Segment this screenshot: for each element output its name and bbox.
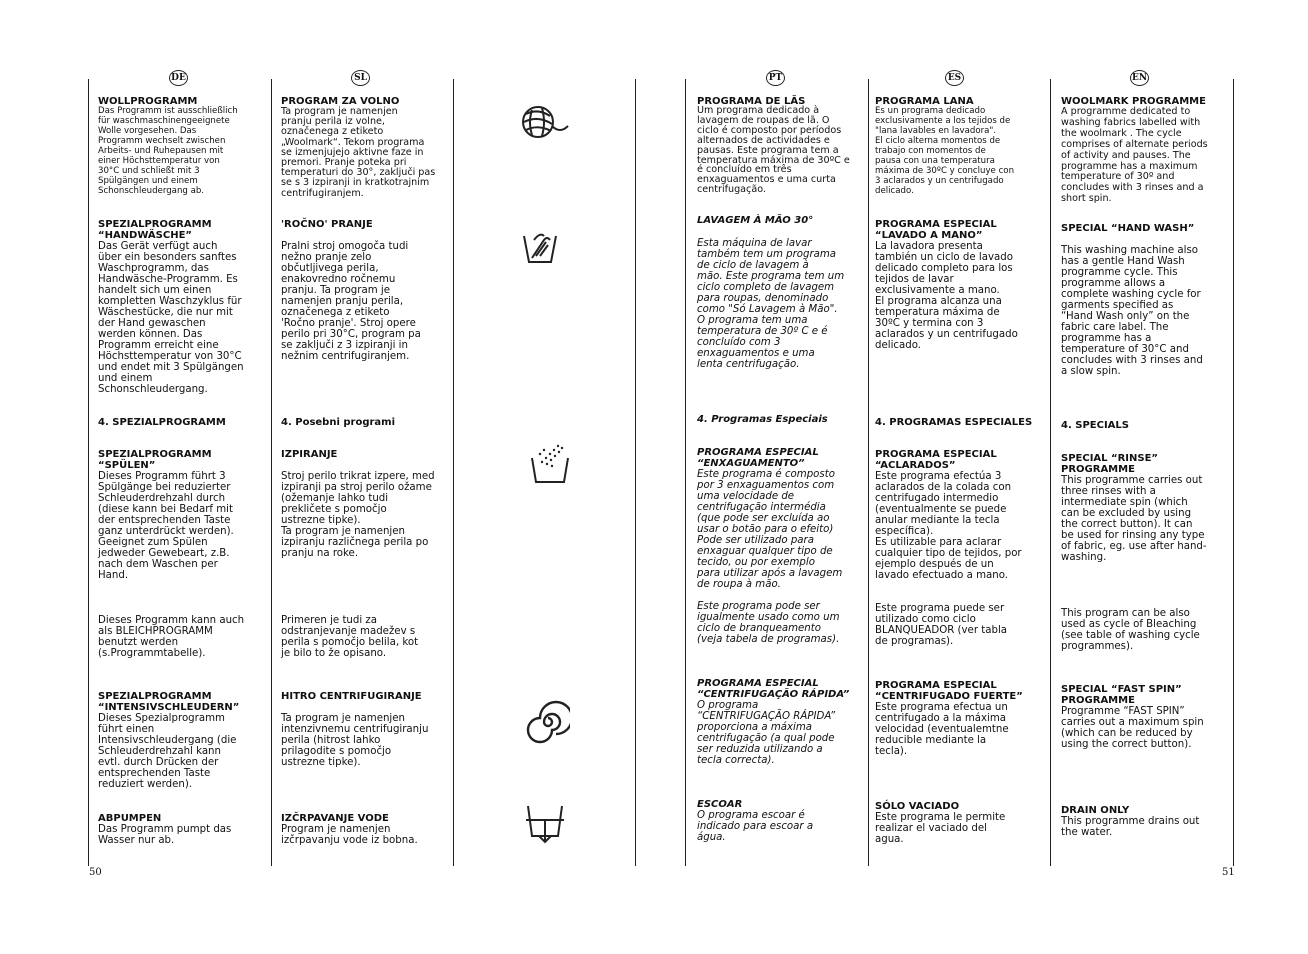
section-body: Um programa dedicado à lavagem de roupas de lã. O ciclo é composto por períodos alternados de actividades e pausas. Este programa tem a temperatura máxima de 30ºC e é concluído em três enxaguamentos e uma curta centrifugação. <box>697 105 850 196</box>
section-title: WOLLPROGRAMM <box>98 96 198 107</box>
section-body: Stroj perilo trikrat izpere, med izpiranji pa stroj perilo ožame (ožemanje lahko tudi prekličete s pomočjo ustrezne tipke). Ta program je namenjen izpiranju različnega perila po pranju na roke. <box>281 471 435 559</box>
section-title: SPECIAL “HAND WASH” <box>1061 223 1195 234</box>
section-title: 4. SPECIALS <box>1061 420 1129 431</box>
section-title: ESCOAR <box>697 799 743 810</box>
column-divider <box>685 79 686 866</box>
wool-icon <box>518 100 570 144</box>
hand-wash-icon <box>520 218 560 266</box>
section-title: PROGRAMA ESPECIAL “CENTRIFUGADO FUERTE” <box>875 680 1023 702</box>
section-title: PROGRAMA ESPECIAL “CENTRIFUGAÇÃO RÁPIDA” <box>697 678 850 700</box>
section-title: ABPUMPEN <box>98 813 162 824</box>
column-divider <box>271 79 272 866</box>
section-body: Das Programm pumpt das Wasser nur ab. <box>98 824 232 846</box>
section-body: Este programa é composto por 3 enxaguamentos com uma velocidade de centrifugação intermédia (que pode ser excluída ao usar o botão para o efeito) Pode ser utilizado para enxaguar qualquer tipo de tecido, ou por exemplo para utilizar após a lavagem de roupa à mão. <box>697 469 843 590</box>
section-body: Este programa puede ser utilizado como ciclo BLANQUEADOR (ver tabla de programas). <box>875 603 1008 647</box>
column-divider <box>88 79 89 866</box>
section-body: This programme drains out the water. <box>1061 816 1200 838</box>
section-title: 4. Programas Especiais <box>697 414 828 425</box>
section-body: Es un programa dedicado exclusivamente a los tejidos de "lana lavables en lavadora". El ciclo alterna momentos de trabajo con momentos de pausa con una temperatura máxima de 30ºC y concluye con 3 aclarados y un centrifugado delicado. <box>875 106 1015 196</box>
section-title: PROGRAMA ESPECIAL “ACLARADOS” <box>875 449 997 471</box>
section-title: LAVAGEM À MÃO 30° <box>697 215 814 226</box>
section-body: Este programa efectua un centrifugado a la máxima velocidad (eventualemtne reducible mediante la tecla). <box>875 702 1009 757</box>
section-body: Este programa pode ser igualmente usado como um ciclo de branqueamento (veja tabela de programas). <box>697 601 840 645</box>
lang-badge-sl: SL <box>351 70 370 86</box>
section-body: Das Programm ist ausschließlich für waschmaschinengeeignete Wolle vorgesehen. Das Programm wechselt zwischen Arbeits- und Ruhepausen mit einer Höchsttemperatur von 30°C und schließt mit 3 Spülgängen und einem Schonschleudergang ab. <box>98 106 238 196</box>
section-body: This programme carries out three rinses with a intermediate spin (which can be excluded by using the correct button). It can be used for rinsing any type of fabric, eg. use after hand- washing. <box>1061 475 1207 563</box>
rinse-icon <box>528 440 572 486</box>
section-body: A programme dedicated to washing fabrics labelled with the woolmark . The cycle comprises of alternate periods of activity and pauses. The programme has a maximum temperature of 30º and concludes with 3 rinses and a short spin. <box>1061 106 1208 205</box>
section-body: Pralni stroj omogoča tudi nežno pranje zelo občutljivega perila, enakovredno ročnemu pranju. Ta program je namenjen pranju perila, označenega z etiketo 'Ročno pranje'. Stroj opere perilo pri 30°C, program pa se zaključi z 3 izpiranji in nežnim centrifugiranjem. <box>281 241 421 362</box>
section-body: Programme “FAST SPIN” carries out a maximum spin (which can be reduced by using the correct button). <box>1061 706 1204 750</box>
section-body: This program can be also used as cycle of Bleaching (see table of washing cycle programmes). <box>1061 608 1200 652</box>
section-body: Esta máquina de lavar também tem um programa de ciclo de lavagem à mão. Este programa tem um ciclo completo de lavagem para roupas, denominado como "Só Lavagem à Mão". O programa tem uma temperatura de 30º C e é concluído com 3 enxaguamentos e uma lenta centrifugação. <box>697 238 845 370</box>
section-body: Este programa efectúa 3 aclarados de la colada con centrifugado intermedio (eventualmente se puede anular mediante la tecla específica). Es utilizable para aclarar cualquier tipo de tejidos, por ejemplo después de un lavado efectuado a mano. <box>875 471 1022 581</box>
section-title: DRAIN ONLY <box>1061 805 1130 816</box>
spin-icon <box>526 700 570 744</box>
section-body: Program je namenjen izčrpavanju vode iz bobna. <box>281 824 418 846</box>
page-number-right: 51 <box>1222 867 1235 878</box>
section-title: PROGRAMA ESPECIAL “ENXAGUAMENTO” <box>697 447 819 469</box>
section-body: Dieses Programm kann auch als BLEICHPROGRAMM benutzt werden (s.Programmtabelle). <box>98 615 245 659</box>
section-title: WOOLMARK PROGRAMME <box>1061 96 1206 107</box>
lang-badge-es: ES <box>945 70 964 86</box>
section-title: PROGRAMA DE LÃS <box>697 96 806 107</box>
section-title: 'ROČNO' PRANJE <box>281 219 373 230</box>
lang-badge-pt: PT <box>766 70 785 86</box>
lang-badge-en: EN <box>1130 70 1149 86</box>
section-body: Dieses Programm führt 3 Spülgänge bei reduzierter Schleuderdrehzahl durch (diese kann bei Bedarf mit der entsprechenden Taste ganz unterdrückt werden). Geeignet zum Spülen jedweder Gewebeart, z.B. nach dem Waschen per Hand. <box>98 471 234 581</box>
lang-badge-de: DE <box>169 70 188 86</box>
section-body: O programa “CENTRIFUGAÇÃO RÁPIDA” proporciona a máxima centrifugação (a qual pode ser reduzida utilizando a tecla correcta). <box>697 700 836 766</box>
column-divider <box>635 79 636 866</box>
section-body: La lavadora presenta también un ciclo de lavado delicado completo para los tejidos de lavar exclusivamente a mano. El programa alcanza una temperatura máxima de 30ºC y termina con 3 aclarados y un centrifugado delicado. <box>875 241 1018 351</box>
section-body: Ta program je namenjen pranju perila iz volne, označenega z etiketo „Woolmark“. Tekom programa se izmenjujejo aktivne faze in premori. Pranje poteka pri temperaturi do 30°, zaključi pas se s 3 izpiranji in kratkotrajnim centrifugiranjem. <box>281 106 436 199</box>
page-number-left: 50 <box>89 867 102 878</box>
section-title: PROGRAMA ESPECIAL “LAVADO A MANO” <box>875 219 997 241</box>
section-body: Ta program je namenjen intenzivnemu centrifugiranju perila (hitrost lahko prilagodite s pomočjo ustrezne tipke). <box>281 713 429 768</box>
section-title: PROGRAMA LANA <box>875 96 974 107</box>
column-divider <box>1233 79 1234 866</box>
section-title: SÓLO VACIADO <box>875 801 960 812</box>
section-title: IZČRPAVANJE VODE <box>281 813 389 824</box>
section-title: SPEZIALPROGRAMM “SPÜLEN” <box>98 449 212 471</box>
section-body: Este programa le permite realizar el vaciado del agua. <box>875 812 1006 845</box>
section-title: SPEZIALPROGRAMM “INTENSIVSCHLEUDERN” <box>98 691 240 713</box>
section-body: O programa escoar é indicado para escoar a água. <box>697 810 814 843</box>
drain-icon <box>524 804 566 846</box>
section-title: 4. PROGRAMAS ESPECIALES <box>875 417 1033 428</box>
section-title: SPECIAL “FAST SPIN” PROGRAMME <box>1061 684 1182 706</box>
section-title: SPECIAL “RINSE” PROGRAMME <box>1061 453 1158 475</box>
section-body: Primeren je tudi za odstranjevanje madežev s perila s pomočjo belila, kot je bilo to že opisano. <box>281 615 419 659</box>
section-title: PROGRAM ZA VOLNO <box>281 96 400 107</box>
section-body: Dieses Spezialprogramm führt einen Intensivschleudergang (die Schleuderdrehzahl kann evtl. durch Drücken der entsprechenden Taste reduziert werden). <box>98 713 237 790</box>
column-divider <box>868 79 869 866</box>
section-title: IZPIRANJE <box>281 449 338 460</box>
column-divider <box>1050 79 1051 866</box>
column-divider <box>453 79 454 866</box>
section-title: SPEZIALPROGRAMM “HANDWÄSCHE” <box>98 219 212 241</box>
section-title: 4. SPEZIALPROGRAMM <box>98 417 226 428</box>
section-title: HITRO CENTRIFUGIRANJE <box>281 691 422 702</box>
section-title: 4. Posebni programi <box>281 417 396 428</box>
section-body: Das Gerät verfügt auch über ein besonders sanftes Waschprogramm, das Handwäsche-Programm. Es handelt sich um einen kompletten Waschzyklus für Wäschestücke, die nur mit der Hand gewaschen werden können. Das Programm erreicht eine Höchsttemperatur von 30°C und endet mit 3 Spülgängen und einem Schonschleudergang. <box>98 241 244 395</box>
section-body: This washing machine also has a gentle Hand Wash programme cycle. This programme allows a complete washing cycle for garments specified as “Hand Wash only” on the fabric care label. The programme has a temperature of 30°C and concludes with 3 rinses and a slow spin. <box>1061 245 1203 377</box>
